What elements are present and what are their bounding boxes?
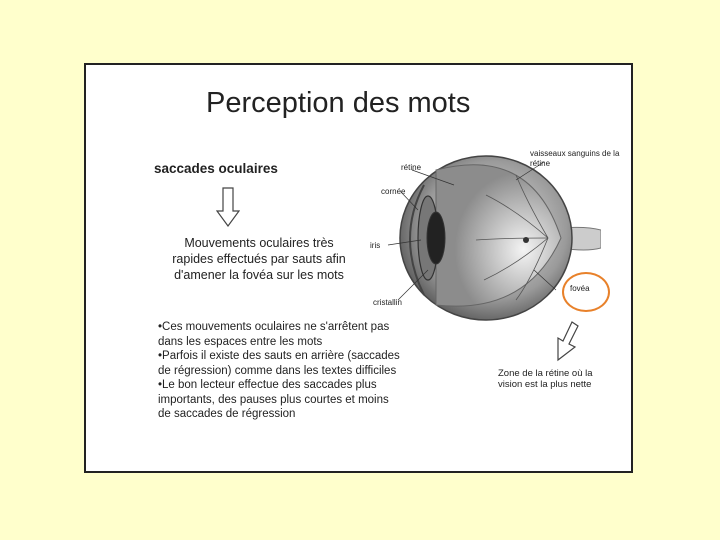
- down-arrow-icon: [216, 187, 240, 227]
- retine-label: rétine: [401, 163, 422, 172]
- bullet-item: •Ces mouvements oculaires ne s'arrêtent pas dans les espaces entre les mots: [158, 321, 390, 348]
- description-line: d'amener la fovéa sur les mots: [174, 268, 344, 282]
- slide-frame: [84, 63, 633, 473]
- zone-caption: Zone de la rétine où la vision est la plus nette: [498, 368, 593, 390]
- description-line: rapides effectués par sauts afin: [172, 252, 346, 266]
- saccade-description: [134, 235, 384, 283]
- bullet-item: •Parfois il existe des sauts en arrière (saccades de régression) comme dans les textes difficiles: [158, 350, 400, 377]
- bullet-item: •Le bon lecteur effectue des saccades plus importants, des pauses plus courtes et moins de saccades de régression: [158, 379, 389, 420]
- iris-label: iris: [370, 241, 381, 250]
- bullet-list: [158, 320, 403, 422]
- slide-title: Perception des mots: [206, 87, 471, 119]
- diagonal-arrow-icon: [552, 320, 582, 362]
- vaisseaux-label: vaisseaux sanguins de la rétine: [530, 149, 620, 168]
- description-line: Mouvements oculaires très: [184, 236, 334, 250]
- subheading: saccades oculaires: [154, 161, 278, 176]
- cristallin-label: cristallin: [373, 298, 402, 307]
- cornee-label: cornée: [381, 187, 406, 196]
- fovea-label: fovéa: [570, 284, 590, 293]
